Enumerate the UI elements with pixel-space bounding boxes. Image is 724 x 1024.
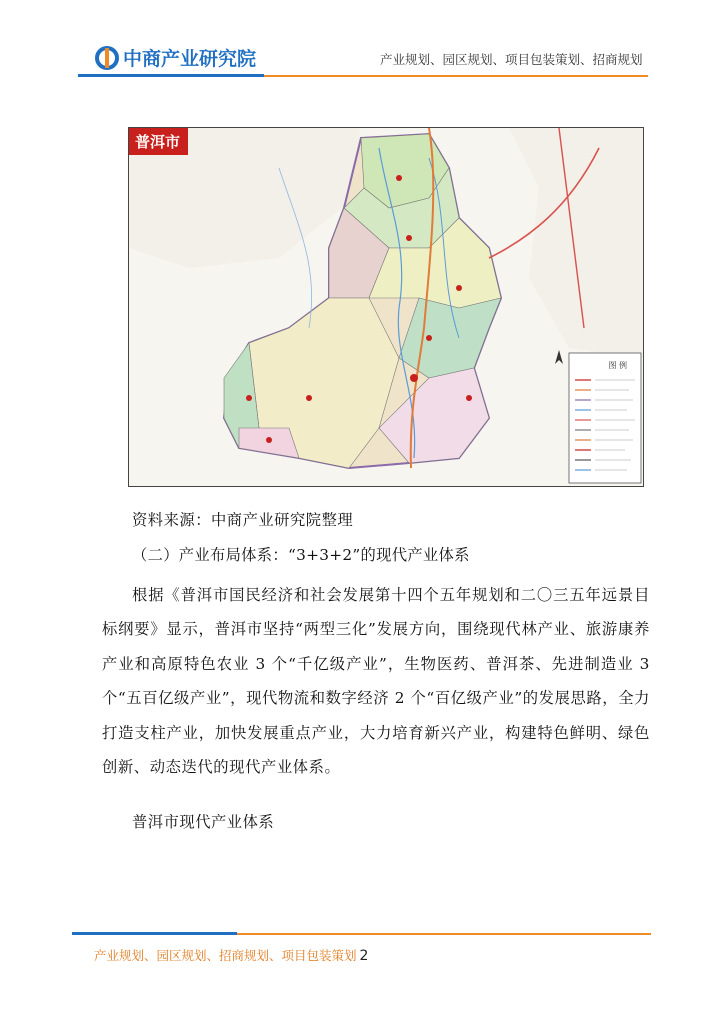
figure-source: 资料来源：中商产业研究院整理 [132,511,354,529]
header-rule-orange [264,75,648,77]
map-legend-title: 图 例 [608,361,627,370]
section-heading: （二）产业布局体系：“3+3+2”的现代产业体系 [132,546,470,564]
footer-tagline: 产业规划、园区规划、招商规划、项目包装策划 [94,948,357,963]
page-footer [94,946,368,964]
subheading: 普洱市现代产业体系 [132,813,275,831]
header-rule-blue [78,74,264,77]
page-number: 2 [359,948,369,964]
logo-text: 中商产业研究院 [123,48,257,70]
footer-rule-blue [72,932,237,935]
company-logo [95,44,256,71]
map-title: 普洱市 [129,128,188,155]
header-tagline: 产业规划、园区规划、项目包装策划、招商规划 [380,52,643,67]
footer-rule-orange [237,933,651,935]
regional-map-icon [129,128,644,487]
regional-map-figure [128,127,644,487]
page-header [0,0,724,90]
logo-mark-icon [95,46,119,70]
body-paragraph: 根据《普洱市国民经济和社会发展第十四个五年规划和二〇三五年远景目标纲要》显示，普洱市坚持“两型三化”发展方向，围绕现代林产业、旅游康养产业和高原特色农业 3 个“千亿级产业”，生物医药、普洱茶、先进制造业 3 个“五百亿级产业”，现代物流和数字经济 2 个“百亿级产业”的发展思路，全力打造支柱产业，加快发展重点产业，大力培育新兴产业，构建特色鲜明、绿色创新、动态迭代的现代产业体系。 [102,586,650,777]
